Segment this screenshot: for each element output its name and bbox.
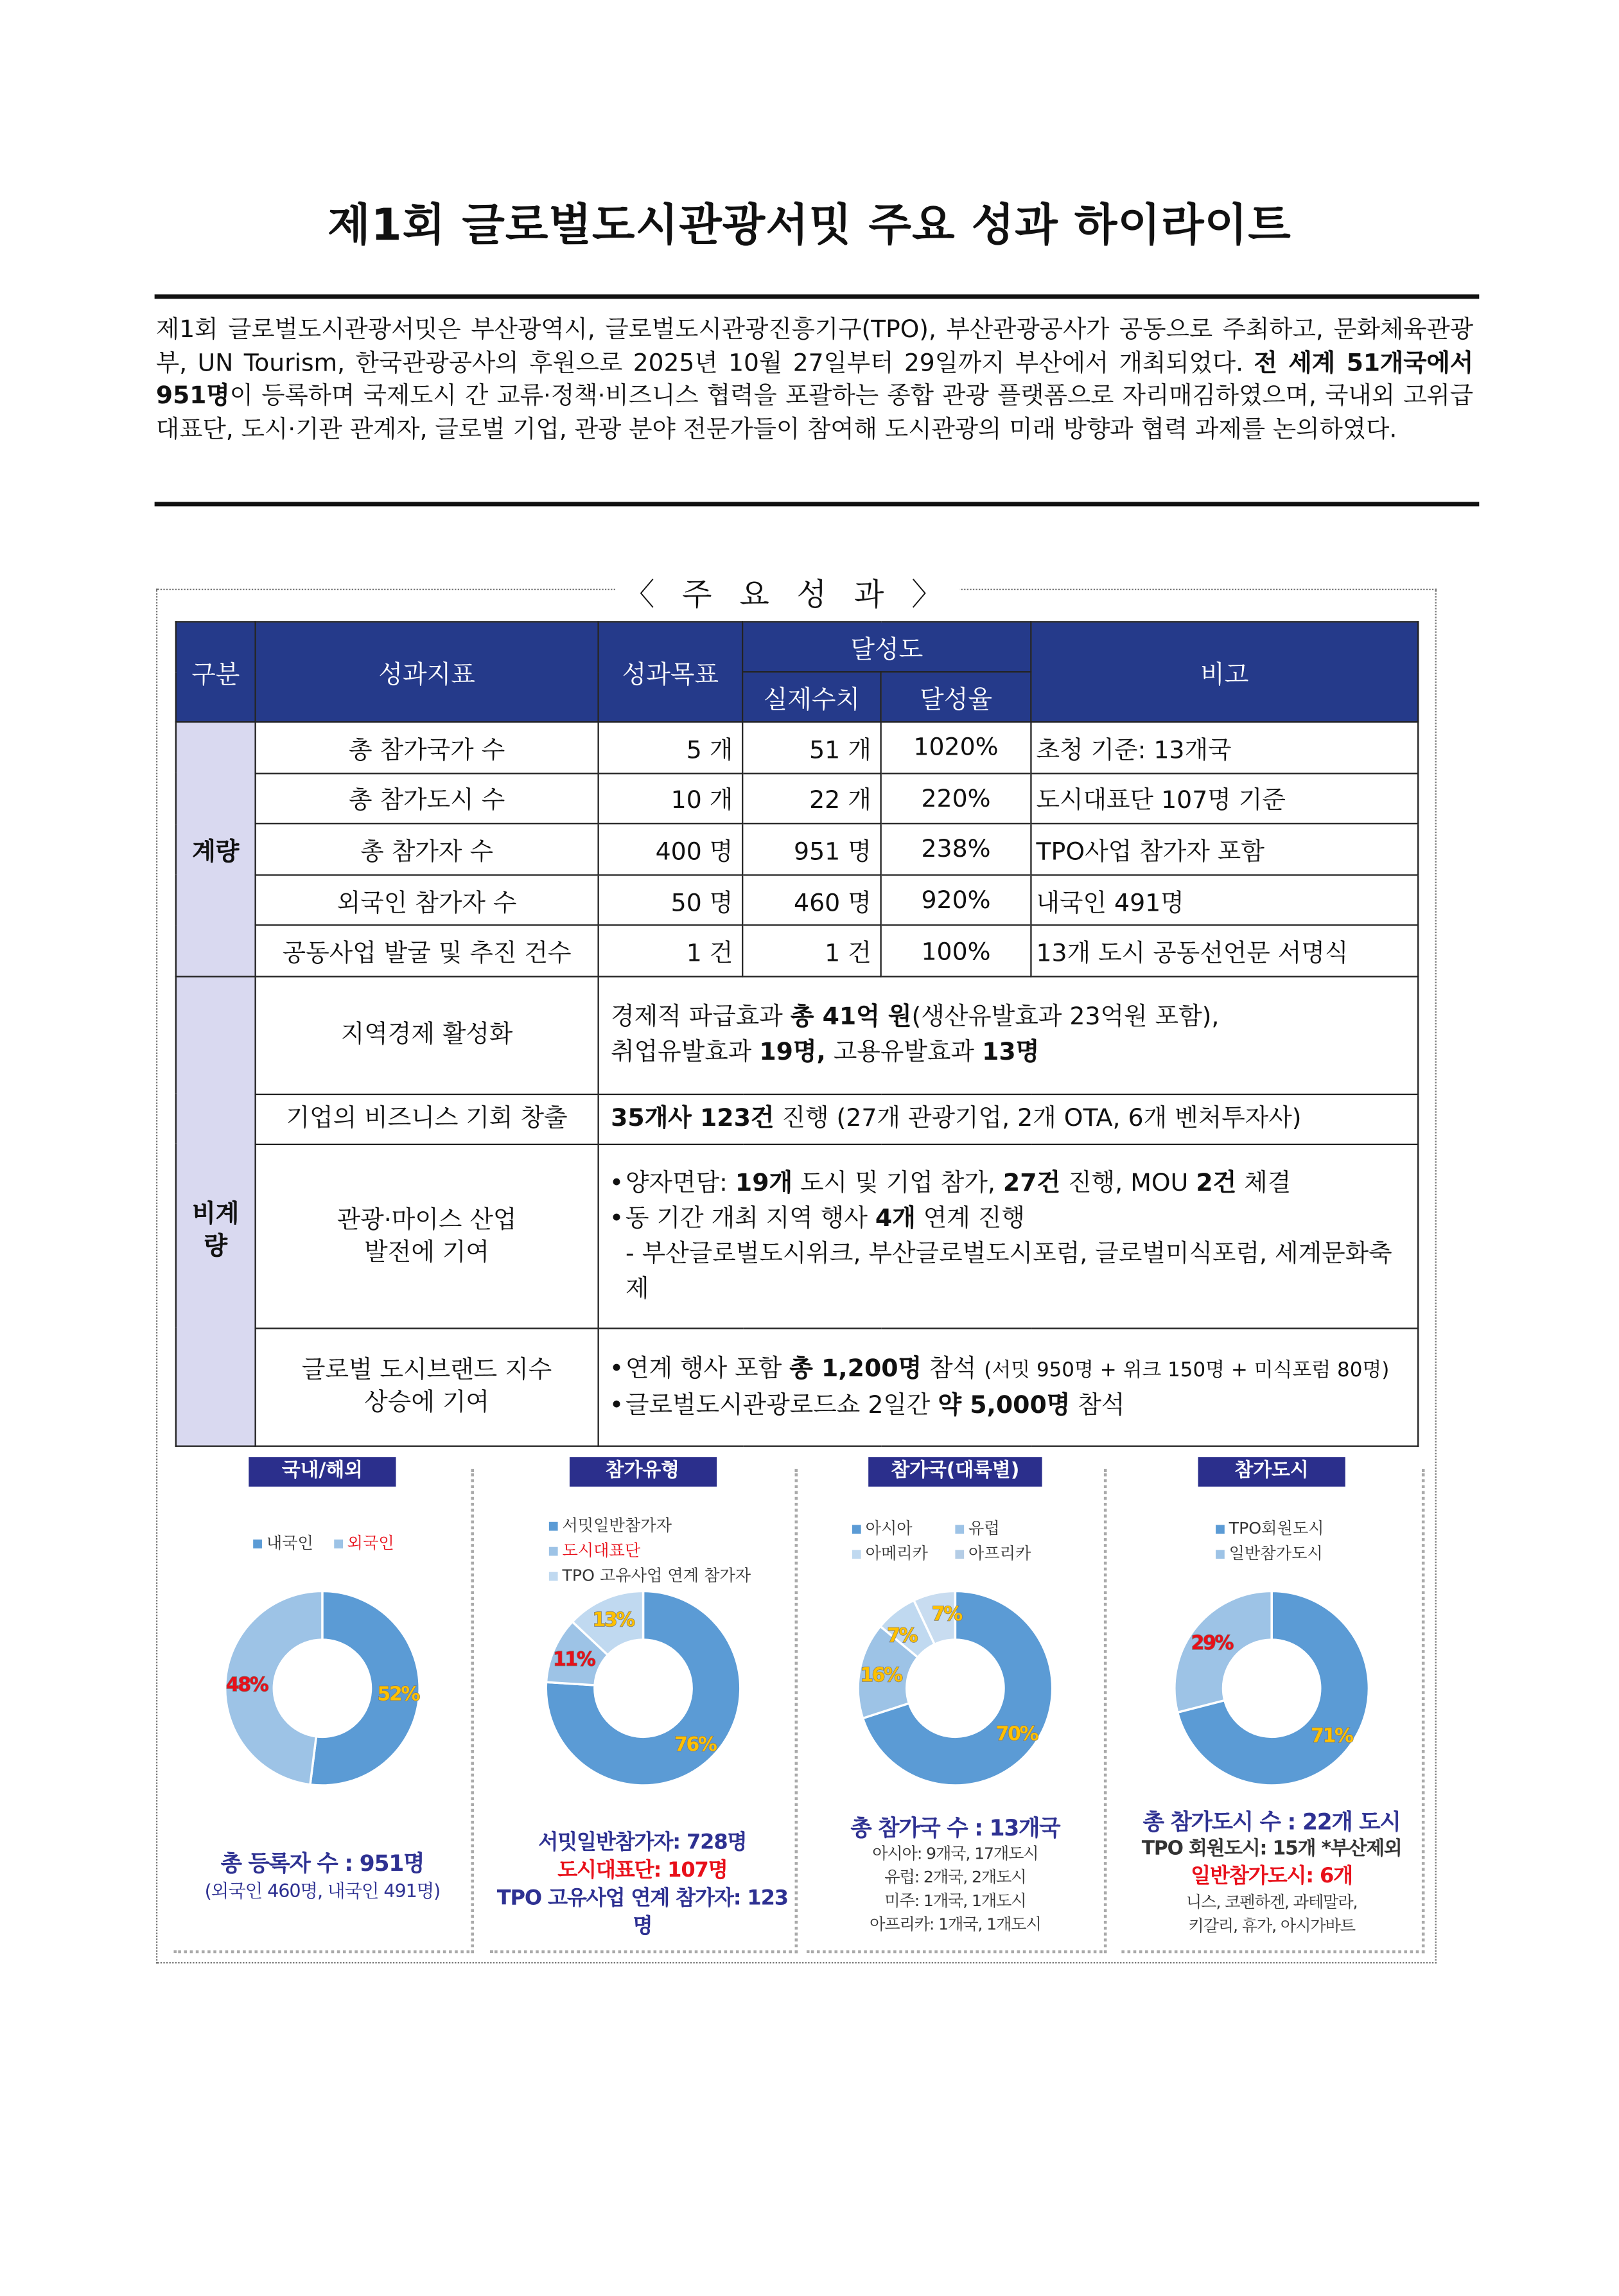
result-text: 동 기간 개최 지역 행사: [626, 1204, 875, 1232]
donut-chart: [1175, 1591, 1369, 1785]
cell-result: [599, 1328, 1419, 1446]
category-qual: [176, 977, 256, 1446]
result-text: 약 5,000명: [938, 1390, 1071, 1419]
legend-swatch: [1216, 1550, 1225, 1559]
legend-label: 아시아: [865, 1519, 913, 1538]
legend-item: [1216, 1541, 1431, 1566]
result-text: 연계 행사 포함: [626, 1354, 790, 1382]
summary-line: 키갈리, 휴가, 아시가바트: [1188, 1916, 1355, 1936]
chart-summary: [1121, 1807, 1422, 1938]
bullet-item: [626, 1351, 1413, 1388]
category-label: 비계량: [192, 1199, 240, 1260]
cell-indicator: [256, 977, 599, 1094]
summary-line: 총 등록자 수 : 951명: [220, 1850, 424, 1877]
result-text: 진행, MOU: [1060, 1168, 1196, 1197]
cell-result: [599, 1094, 1419, 1144]
legend-item: [549, 1513, 764, 1538]
cell-result: [599, 1144, 1419, 1328]
cell-indicator: 공동사업 발굴 및 추진 건수: [256, 925, 599, 976]
slice-label: 7%: [887, 1624, 917, 1647]
cell-indicator: 총 참가자 수: [256, 824, 599, 875]
summary-line: 미주: 1개국, 1개도시: [884, 1891, 1026, 1911]
legend-swatch: [334, 1539, 343, 1548]
legend-swatch: [852, 1525, 861, 1534]
legend-label: 아프리카: [968, 1544, 1031, 1563]
table-row: [176, 977, 1418, 1094]
cell-actual: 51 개: [742, 722, 880, 773]
slice-label: 11%: [552, 1648, 594, 1671]
cell-actual: 22 개: [742, 773, 880, 823]
result-line: [611, 1035, 1413, 1071]
result-text: 연계 진행: [915, 1204, 1025, 1232]
cell-target: 50 명: [599, 875, 743, 925]
legend-item: [549, 1563, 764, 1588]
legend-item: [852, 1541, 943, 1566]
indicator-line: 지역경제 활성화: [340, 1021, 513, 1049]
result-text: 도시 및 기업 참가,: [792, 1168, 1003, 1197]
table-row: [176, 925, 1418, 976]
slice-label: 71%: [1311, 1724, 1352, 1748]
cell-indicator: 외국인 참가자 수: [256, 875, 599, 925]
legend-swatch: [253, 1539, 262, 1548]
kpi-table: [175, 621, 1419, 1447]
summary-line: 총 참가도시 수 : 22개 도시: [1142, 1809, 1401, 1836]
cell-note: 초청 기준: 13개국: [1031, 722, 1418, 773]
chart-legend: [1216, 1516, 1451, 1566]
table-row: [176, 722, 1418, 773]
summary-line: (외국인 460명, 내국인 491명): [204, 1879, 441, 1902]
legend-label: TPO회원도시: [1229, 1519, 1324, 1538]
summary-line: 아시아: 9개국, 17개도시: [872, 1844, 1038, 1864]
summary-line: 서밋일반참가자: 728명: [538, 1831, 747, 1855]
result-text: 19명,: [759, 1038, 826, 1067]
cell-actual: 951 명: [742, 824, 880, 875]
bullet-item: [626, 1388, 1413, 1423]
result-text: 4개: [875, 1204, 916, 1232]
result-text: 참석: [922, 1354, 985, 1382]
result-text: 글로벌도시관광로드쇼 2일간: [626, 1390, 938, 1419]
legend-label: 서밋일반참가자: [562, 1516, 672, 1536]
result-text: 13명: [982, 1038, 1040, 1067]
table-row: [176, 773, 1418, 823]
result-text: 양자면담:: [626, 1168, 735, 1197]
slice-label: 16%: [860, 1664, 902, 1687]
cell-note: 내국인 491명: [1031, 875, 1418, 925]
cell-rate: 100%: [881, 925, 1031, 976]
result-text: 취업유발효과: [611, 1038, 760, 1067]
result-text: 고용유발효과: [825, 1038, 983, 1067]
result-text: 체결: [1236, 1168, 1291, 1197]
table-row: [176, 1328, 1418, 1446]
donut-chart: [225, 1591, 420, 1785]
cell-indicator: 총 참가도시 수: [256, 773, 599, 823]
cell-rate: 1020%: [881, 722, 1031, 773]
legend-swatch: [955, 1525, 964, 1534]
cell-actual: 460 명: [742, 875, 880, 925]
chart-title: 참가국(대륙별): [868, 1457, 1042, 1487]
legend-swatch: [549, 1547, 558, 1556]
result-line: [611, 1000, 1413, 1035]
result-line: [626, 1236, 1413, 1307]
legend-label: 아메리카: [865, 1544, 929, 1563]
summary-line: TPO 고유사업 연계 참가자: 123명: [496, 1887, 788, 1939]
result-text: 진행 (27개 관광기업, 2개 OTA, 6개 벤처투자사): [774, 1104, 1302, 1133]
cell-indicator: 총 참가국가 수: [256, 722, 599, 773]
summary-line: 니스, 코펜하겐, 과테말라,: [1186, 1893, 1358, 1913]
result-text: (생산유발효과 23억원 포함),: [911, 1003, 1220, 1031]
indicator-line: 글로벌 도시브랜드 지수: [301, 1356, 552, 1385]
result-text: (서밋 950명 + 위크 150명 + 미식포럼 80명): [984, 1358, 1390, 1382]
cell-note: 도시대표단 107명 기준: [1031, 773, 1418, 823]
bullet-item: [626, 1166, 1413, 1201]
legend-label: 내국인: [266, 1534, 313, 1553]
chart-legend: [549, 1513, 785, 1588]
cell-target: 400 명: [599, 824, 743, 875]
summary-line: 도시대표단: 107명: [557, 1859, 728, 1883]
legend-item: [549, 1538, 764, 1563]
chart-legend: [253, 1530, 415, 1555]
slice-label: 7%: [931, 1602, 961, 1626]
page-title: 제1회 글로벌도시관광서밋 주요 성과 하이라이트: [328, 200, 1291, 252]
intro-text: 제1회 글로벌도시관광서밋은 부산광역시, 글로벌도시관광진흥기구(TPO), 부산관광공사가 공동으로 주최하고, 문화체육관광부, UN Tourism, 한국관광공사의 후원으로 2025년 10월 27일부터 29일까지 부산에서 개최되었다.: [155, 315, 1474, 376]
cell-result: [599, 977, 1419, 1094]
chart-title: 국내/해외: [249, 1457, 396, 1487]
result-text: - 부산글로벌도시위크, 부산글로벌도시포럼, 글로벌미식포럼, 세계문화축제: [626, 1239, 1392, 1303]
indicator-line: 관광·마이스 산업: [337, 1205, 517, 1234]
result-text: 참석: [1070, 1390, 1125, 1419]
result-line: [611, 1101, 1413, 1137]
legend-item: [334, 1530, 394, 1555]
cell-rate: 238%: [881, 824, 1031, 875]
legend-item: [1216, 1516, 1431, 1541]
slice-label: 13%: [591, 1608, 633, 1631]
header-rate: 달성율: [881, 672, 1031, 722]
result-text: 총 41억 원: [790, 1003, 912, 1031]
result-text: 35개사 123건: [611, 1104, 774, 1133]
legend-swatch: [1216, 1525, 1225, 1534]
table-row: [176, 875, 1418, 925]
header-target: 성과목표: [599, 622, 743, 722]
summary-line: 총 참가국 수 : 13개국: [850, 1814, 1060, 1842]
result-text: 27건: [1002, 1168, 1061, 1197]
slice-label: 76%: [673, 1733, 715, 1757]
summary-line: 유럽: 2개국, 2개도시: [884, 1868, 1026, 1888]
summary-line: 아프리카: 1개국, 1개도시: [870, 1915, 1041, 1934]
legend-item: [253, 1530, 313, 1555]
chart-summary: [173, 1849, 471, 1904]
legend-swatch: [549, 1522, 558, 1531]
donut-chart: [858, 1591, 1053, 1785]
cell-rate: 920%: [881, 875, 1031, 925]
intro-paragraph: [156, 313, 1473, 446]
legend-label: 도시대표단: [562, 1541, 641, 1561]
indicator-line: 상승에 기여: [364, 1389, 489, 1417]
legend-label: TPO 고유사업 연계 참가자: [562, 1566, 751, 1586]
cell-target: 1 건: [599, 925, 743, 976]
summary-line: TPO 회원도시: 15개 *부산제외: [1141, 1838, 1402, 1861]
table-row: [176, 1094, 1418, 1144]
chart-legend: [852, 1516, 1073, 1566]
slice-label: 29%: [1191, 1631, 1233, 1654]
legend-label: 일반참가도시: [1229, 1544, 1323, 1563]
legend-swatch: [955, 1550, 964, 1559]
chart-summary: [807, 1814, 1104, 1938]
cell-target: 10 개: [599, 773, 743, 823]
result-text: 19개: [735, 1168, 793, 1197]
cell-indicator: [256, 1094, 599, 1144]
header-note: 비고: [1031, 622, 1418, 722]
cell-note: TPO사업 참가자 포함: [1031, 824, 1418, 875]
result-text: 2건: [1196, 1168, 1237, 1197]
slice-label: 70%: [995, 1722, 1038, 1746]
cell-indicator: [256, 1328, 599, 1446]
legend-item: [852, 1516, 943, 1541]
header-achievement: 달성도: [742, 622, 1031, 672]
legend-label: 외국인: [347, 1534, 394, 1553]
legend-swatch: [549, 1572, 558, 1581]
result-text: 총 1,200명: [789, 1354, 922, 1382]
slice-label: 52%: [377, 1683, 419, 1706]
table-row: [176, 824, 1418, 875]
chart-summary: [490, 1830, 794, 1941]
indicator-line: 기업의 비즈니스 기회 창출: [286, 1104, 568, 1133]
cell-actual: 1 건: [742, 925, 880, 976]
header-category: 구분: [176, 622, 256, 722]
header-actual: 실제수치: [742, 672, 880, 722]
cell-indicator: [256, 1144, 599, 1328]
chart-title: 참가유형: [569, 1457, 716, 1487]
summary-line: 일반참가도시: 6개: [1191, 1864, 1353, 1889]
legend-label: 유럽: [968, 1519, 1000, 1538]
slice-label: 48%: [225, 1673, 268, 1696]
section-title: 〈 주 요 성 과 〉: [0, 571, 1575, 615]
legend-swatch: [852, 1550, 861, 1559]
header-indicator: 성과지표: [256, 622, 599, 722]
chart-title: 참가도시: [1198, 1457, 1345, 1487]
legend-item: [955, 1516, 1046, 1541]
donut-chart: [545, 1591, 740, 1785]
result-text: 경제적 파급효과: [611, 1003, 791, 1031]
bullet-item: [626, 1201, 1413, 1236]
cell-rate: 220%: [881, 773, 1031, 823]
intro-text: 이 등록하며 국제도시 간 교류·정책·비즈니스 협력을 포괄하는 종합 관광 플랫폼으로 자리매김하였으며, 국내외 고위급 대표단, 도시·기관 관계자, 글로벌 기업, 관광 분야 전문가들이 참여해 도시관광의 미래 방향과 협력 과제를 논의하였다.: [155, 381, 1474, 443]
divider: [155, 294, 1480, 299]
table-row: [176, 1144, 1418, 1328]
category-quant: 계량: [176, 722, 256, 976]
cell-note: 13개 도시 공동선언문 서명식: [1031, 925, 1418, 976]
indicator-line: 발전에 기여: [364, 1238, 489, 1266]
intro-highlight: 전 세계 51개국에서 951명: [155, 348, 1474, 410]
cell-target: 5 개: [599, 722, 743, 773]
divider: [155, 502, 1480, 507]
legend-item: [955, 1541, 1046, 1566]
